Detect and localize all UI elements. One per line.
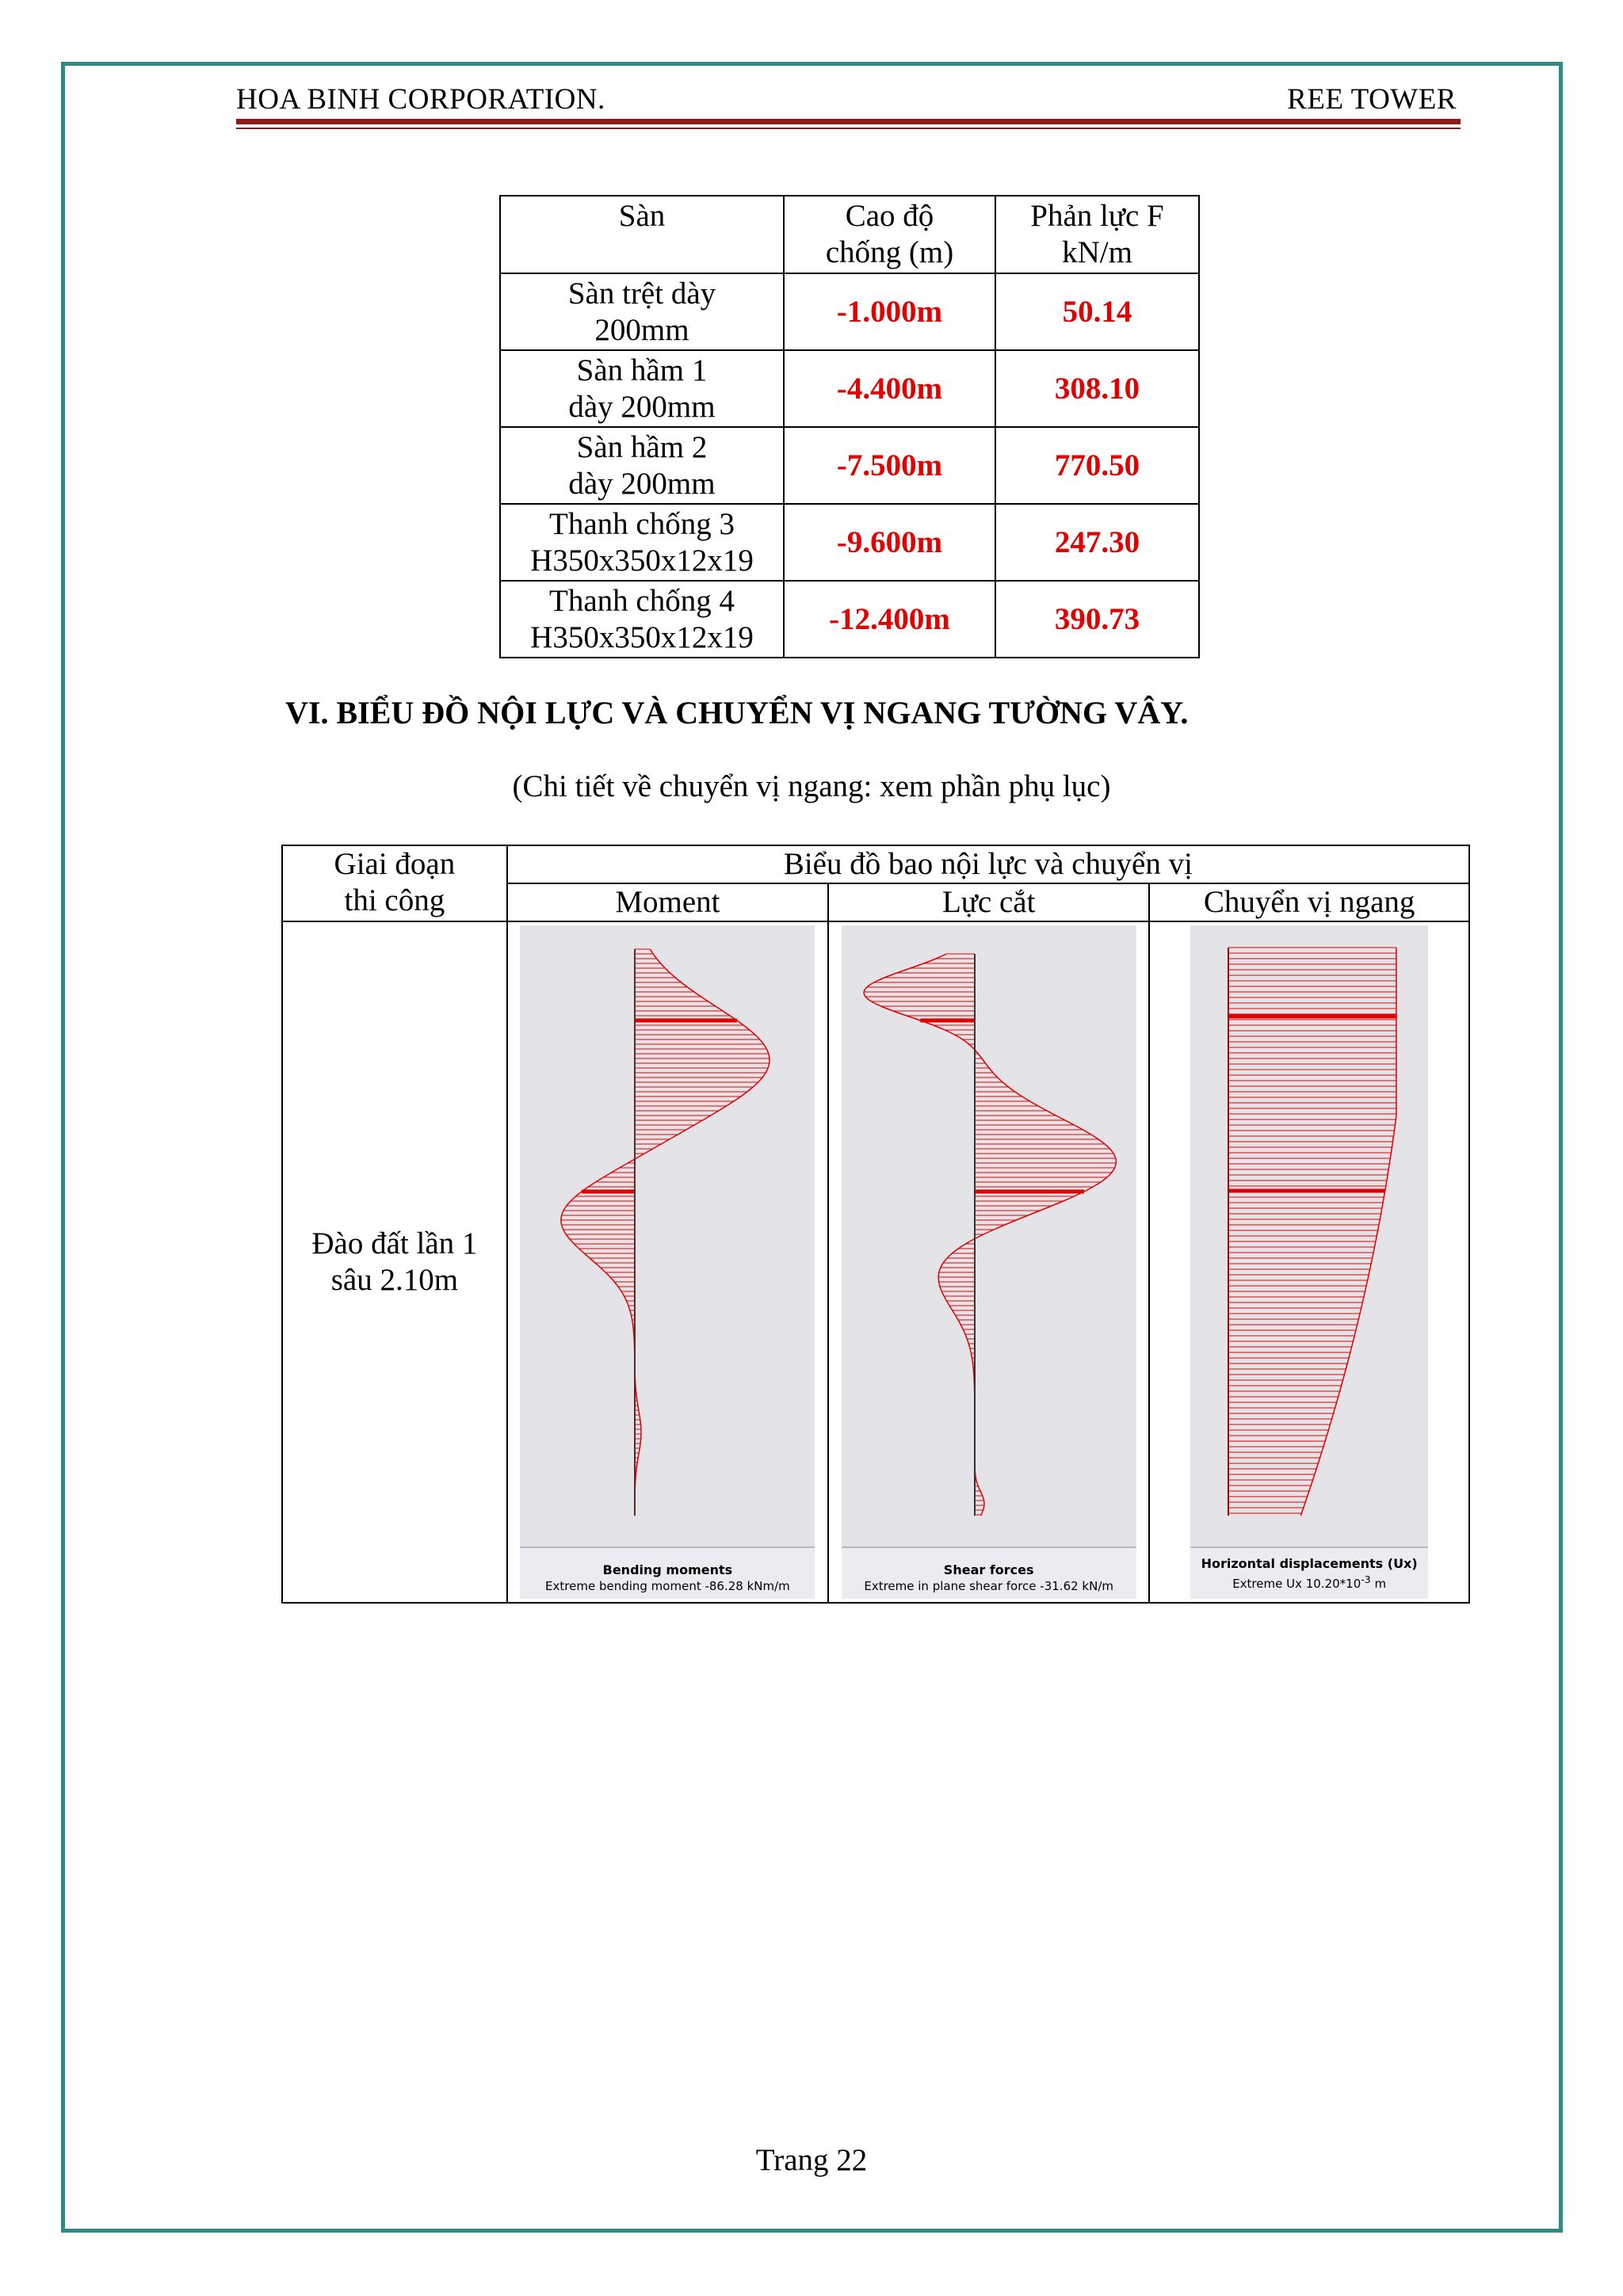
header-rule-thin [236,128,1461,129]
moment-diagram [520,925,815,1548]
displacement-caption-title: Horizontal displacements (Ux) [1201,1556,1418,1571]
moment-caption-title: Bending moments [602,1562,733,1577]
table-row [282,921,1469,1603]
support-reaction-table [499,195,1200,658]
stage-header: Giai đoạn thi công [282,845,507,921]
displacement-caption-subtitle: Extreme Ux $10.20*10^{-3}$ m [1232,1573,1387,1591]
table-row [500,273,1199,350]
reaction-force: 247.30 [995,504,1199,581]
col-header-reaction: Phản lực F kN/m [995,196,1199,273]
support-elevation: -12.400m [784,581,995,658]
moment-caption [520,1547,815,1599]
displacement-cell [1149,921,1469,1603]
table-row [500,350,1199,427]
reaction-force: 50.14 [995,273,1199,350]
shear-plot [842,925,1136,1599]
header-rule [236,119,1461,124]
reaction-force: 308.10 [995,350,1199,427]
col-header-moment: Moment [507,883,828,921]
floor-name: Sàn trệt dày 200mm [500,273,784,350]
shear-caption-subtitle: Extreme in plane shear force -31.62 kN/m [864,1579,1113,1593]
support-elevation: -1.000m [784,273,995,350]
table-row [500,504,1199,581]
shear-caption [842,1547,1136,1599]
page-header [236,78,1457,117]
moment-plot [520,925,815,1599]
support-elevation: -4.400m [784,350,995,427]
moment-cell [507,921,828,1603]
col-header-shear: Lực cắt [828,883,1149,921]
table-header-row [500,196,1199,273]
table-row [500,427,1199,504]
reaction-force: 390.73 [995,581,1199,658]
col-header-displacement: Chuyển vị ngang [1149,883,1469,921]
stage-label: Đào đất lần 1 sâu 2.10m [282,921,507,1603]
col-header-floor: Sàn [500,196,784,273]
project-name: REE TOWER [1287,83,1457,116]
diagram-table [281,845,1470,1604]
floor-name: Sàn hầm 1 dày 200mm [500,350,784,427]
floor-name: Sàn hầm 2 dày 200mm [500,427,784,504]
shear-caption-title: Shear forces [943,1562,1034,1577]
table-row [500,581,1199,658]
moment-caption-subtitle: Extreme bending moment -86.28 kNm/m [545,1579,790,1593]
diagram-curve [864,954,1116,1516]
section-title: VI. BIỂU ĐỒ NỘI LỰC VÀ CHUYỂN VỊ NGANG TƯỜNG VÂY. [285,695,1189,730]
reaction-force: 770.50 [995,427,1199,504]
displacement-plot [1190,925,1428,1599]
diagram-curve [561,949,769,1516]
support-elevation: -7.500m [784,427,995,504]
diagram-header-row [282,845,1469,883]
support-elevation: -9.600m [784,504,995,581]
displacement-caption [1190,1547,1428,1599]
section-note: (Chi tiết về chuyển vị ngang: xem phần phụ lục) [512,769,1111,803]
page-number: Trang 22 [755,2143,868,2177]
floor-name: Thanh chống 3 H350x350x12x19 [500,504,784,581]
col-header-elevation: Cao độ chống (m) [784,196,995,273]
shear-diagram [842,925,1136,1548]
company-name: HOA BINH CORPORATION. [236,83,605,116]
shear-cell [828,921,1149,1603]
group-header: Biểu đồ bao nội lực và chuyển vị [507,845,1469,883]
displacement-diagram [1190,925,1428,1548]
floor-name: Thanh chống 4 H350x350x12x19 [500,581,784,658]
